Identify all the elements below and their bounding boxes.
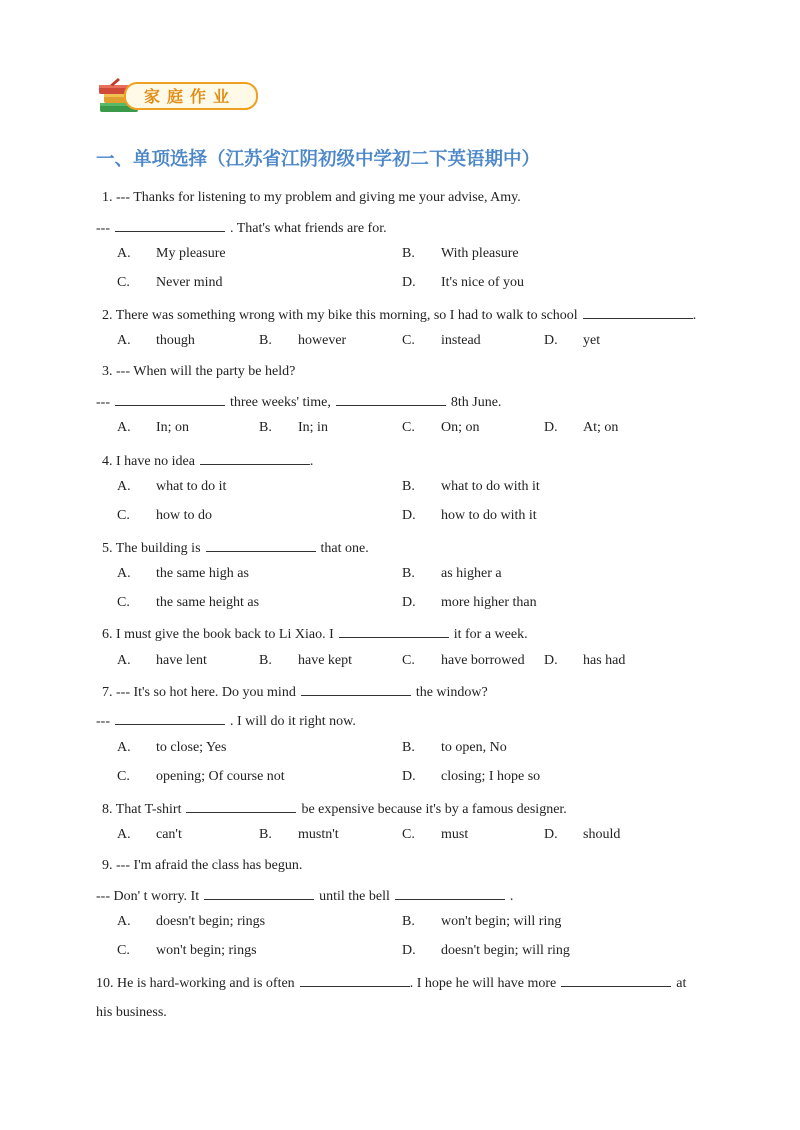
option-letter: D. bbox=[402, 943, 416, 958]
question-10-line bbox=[96, 973, 686, 993]
response-text: . That's what friends are for. bbox=[230, 221, 387, 236]
option-text[interactable]: how to do with it bbox=[441, 508, 537, 523]
option-letter: D. bbox=[402, 595, 416, 610]
option-text[interactable]: however bbox=[298, 333, 347, 348]
question-end: be expensive because it's by a famous designer. bbox=[301, 802, 567, 817]
question-end: it for a week. bbox=[453, 627, 528, 642]
option-text[interactable]: doesn't begin; will ring bbox=[441, 943, 570, 958]
option-letter: B. bbox=[402, 246, 415, 261]
answer-blank[interactable] bbox=[115, 392, 225, 406]
option-text[interactable]: more higher than bbox=[441, 595, 537, 610]
option-text[interactable]: My pleasure bbox=[156, 246, 226, 261]
badge-label: 家庭作业 bbox=[144, 87, 237, 106]
option-letter: C. bbox=[402, 653, 415, 668]
option-letter: A. bbox=[117, 479, 131, 494]
question-1-line: 1. --- Thanks for listening to my problem and giving me your advise, Amy. bbox=[102, 190, 521, 205]
answer-blank[interactable] bbox=[300, 973, 410, 987]
option-letter: D. bbox=[402, 275, 416, 290]
question-2-line bbox=[102, 305, 696, 325]
option-letter: D. bbox=[402, 769, 416, 784]
option-text[interactable]: It's nice of you bbox=[441, 275, 525, 290]
question-3-response-line bbox=[96, 392, 501, 412]
option-letter: C. bbox=[117, 275, 130, 290]
question-9-response-line bbox=[96, 886, 513, 906]
option-letter: B. bbox=[259, 420, 272, 435]
option-text[interactable]: what to do with it bbox=[441, 479, 540, 494]
question-6-line bbox=[102, 624, 528, 644]
option-text[interactable]: should bbox=[583, 827, 621, 842]
option-text[interactable]: to close; Yes bbox=[156, 740, 227, 755]
answer-blank[interactable] bbox=[336, 392, 446, 406]
dash-prefix: --- bbox=[96, 714, 110, 729]
response-text: . bbox=[509, 889, 514, 904]
option-letter: A. bbox=[117, 246, 131, 261]
answer-blank[interactable] bbox=[115, 711, 225, 725]
option-letter: A. bbox=[117, 740, 131, 755]
question-4-line bbox=[102, 451, 313, 471]
option-letter: C. bbox=[117, 769, 130, 784]
question-text: 4. I have no idea bbox=[102, 454, 195, 469]
question-end: . bbox=[309, 454, 314, 469]
answer-blank[interactable] bbox=[395, 886, 505, 900]
option-text[interactable]: instead bbox=[441, 333, 481, 348]
response-prefix: --- Don' t worry. It bbox=[96, 889, 200, 904]
question-3-line: 3. --- When will the party be held? bbox=[102, 364, 296, 379]
option-text[interactable]: must bbox=[441, 827, 469, 842]
option-letter: A. bbox=[117, 653, 131, 668]
option-text[interactable]: doesn't begin; rings bbox=[156, 914, 266, 929]
option-letter: A. bbox=[117, 566, 131, 581]
option-text[interactable]: have kept bbox=[298, 653, 353, 668]
question-end: at bbox=[676, 976, 687, 991]
dash-prefix: --- bbox=[96, 395, 110, 410]
question-mid: . I hope he will have more bbox=[409, 976, 557, 991]
answer-blank[interactable] bbox=[301, 682, 411, 696]
option-letter: B. bbox=[402, 479, 415, 494]
option-text[interactable]: have lent bbox=[156, 653, 207, 668]
option-letter: B. bbox=[402, 914, 415, 929]
option-letter: C. bbox=[402, 420, 415, 435]
option-text[interactable]: has had bbox=[583, 653, 626, 668]
question-end: that one. bbox=[320, 541, 369, 556]
question-end: . bbox=[692, 308, 697, 323]
option-letter: B. bbox=[259, 653, 272, 668]
option-letter: D. bbox=[544, 420, 558, 435]
question-8-line bbox=[102, 799, 567, 819]
option-text[interactable]: to open, No bbox=[441, 740, 507, 755]
response-mid: three weeks' time, bbox=[230, 395, 331, 410]
option-letter: C. bbox=[117, 943, 130, 958]
question-text: 10. He is hard-working and is often bbox=[96, 976, 295, 991]
answer-blank[interactable] bbox=[186, 799, 296, 813]
homework-badge bbox=[96, 76, 260, 116]
question-9-line: 9. --- I'm afraid the class has begun. bbox=[102, 858, 303, 873]
option-letter: B. bbox=[259, 827, 272, 842]
answer-blank[interactable] bbox=[204, 886, 314, 900]
option-text[interactable]: can't bbox=[156, 827, 182, 842]
option-letter: D. bbox=[544, 827, 558, 842]
question-7-response-line bbox=[96, 711, 356, 731]
question-10-continuation: his business. bbox=[96, 1005, 167, 1020]
option-letter: C. bbox=[402, 827, 415, 842]
option-letter: B. bbox=[259, 333, 272, 348]
option-text[interactable]: won't begin; will ring bbox=[441, 914, 562, 929]
option-text[interactable]: the same high as bbox=[156, 566, 249, 581]
option-letter: A. bbox=[117, 333, 131, 348]
question-text: 2. There was something wrong with my bike this morning, so I had to walk to school bbox=[102, 308, 578, 323]
answer-blank[interactable] bbox=[583, 305, 693, 319]
option-letter: C. bbox=[117, 595, 130, 610]
option-letter: B. bbox=[402, 566, 415, 581]
option-text[interactable]: the same height as bbox=[156, 595, 260, 610]
option-text[interactable]: have borrowed bbox=[441, 653, 525, 668]
question-5-line bbox=[102, 538, 369, 558]
question-1-response-line bbox=[96, 218, 387, 238]
option-text[interactable]: With pleasure bbox=[441, 246, 519, 261]
option-letter: A. bbox=[117, 827, 131, 842]
answer-blank[interactable] bbox=[561, 973, 671, 987]
option-text[interactable]: closing; I hope so bbox=[441, 769, 541, 784]
option-text[interactable]: opening; Of course not bbox=[156, 769, 285, 784]
option-text[interactable]: what to do it bbox=[156, 479, 227, 494]
option-letter: C. bbox=[402, 333, 415, 348]
section-title: 一、单项选择（江苏省江阴初级中学初二下英语期中） bbox=[96, 149, 541, 170]
question-text: 7. --- It's so hot here. Do you mind bbox=[102, 685, 296, 700]
option-letter: A. bbox=[117, 420, 131, 435]
response-text: 8th June. bbox=[450, 395, 502, 410]
option-letter: C. bbox=[117, 508, 130, 523]
option-text[interactable]: yet bbox=[583, 333, 601, 348]
option-letter: D. bbox=[402, 508, 416, 523]
question-text: 8. That T-shirt bbox=[102, 802, 182, 817]
answer-blank[interactable] bbox=[206, 538, 316, 552]
option-letter: D. bbox=[544, 653, 558, 668]
response-text: . I will do it right now. bbox=[230, 714, 356, 729]
option-letter: B. bbox=[402, 740, 415, 755]
option-letter: A. bbox=[117, 914, 131, 929]
option-letter: D. bbox=[544, 333, 558, 348]
option-text[interactable]: Never mind bbox=[156, 275, 223, 290]
option-text[interactable]: On; on bbox=[441, 420, 480, 435]
option-text[interactable]: won't begin; rings bbox=[156, 943, 257, 958]
option-text[interactable]: In; in bbox=[298, 420, 328, 435]
option-text[interactable]: how to do bbox=[156, 508, 212, 523]
option-text[interactable]: At; on bbox=[583, 420, 619, 435]
answer-blank[interactable] bbox=[339, 624, 449, 638]
dash-prefix: --- bbox=[96, 221, 110, 236]
question-end: the window? bbox=[415, 685, 488, 700]
question-7-line bbox=[102, 682, 488, 702]
option-text[interactable]: mustn't bbox=[298, 827, 339, 842]
response-mid: until the bell bbox=[319, 889, 390, 904]
option-text[interactable]: though bbox=[156, 333, 195, 348]
question-text: 6. I must give the book back to Li Xiao. I bbox=[102, 627, 334, 642]
option-text[interactable]: In; on bbox=[156, 420, 190, 435]
option-text[interactable]: as higher a bbox=[441, 566, 502, 581]
answer-blank[interactable] bbox=[200, 451, 310, 465]
question-text: 5. The building is bbox=[102, 541, 201, 556]
answer-blank[interactable] bbox=[115, 218, 225, 232]
